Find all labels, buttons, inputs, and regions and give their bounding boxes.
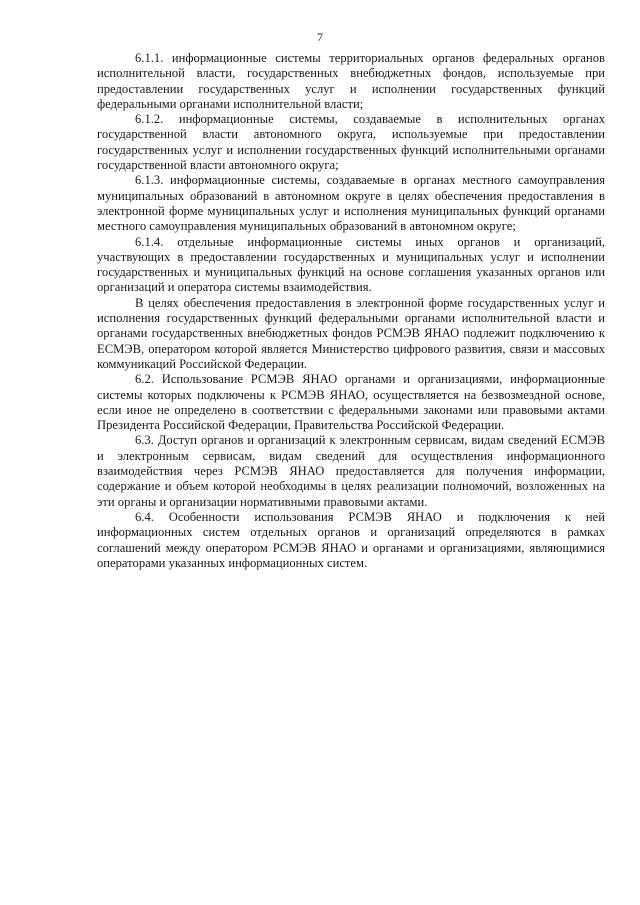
paragraph-6-3: 6.3. Доступ органов и организаций к электронным сервисам, видам сведений ЕСМЭВ и электронным сервисам, видам сведений для осуществления информационного взаимодействия через РСМЭВ ЯНАО предоставляется для получения информации, содержание и объем которой необходимы в целях реализации полномочий, возложенных на эти органы и организации нормативными правовыми актами.	[97, 433, 605, 509]
document-body	[97, 51, 605, 571]
paragraph-esmev-connection: В целях обеспечения предоставления в электронной форме государственных услуг и исполнения государственных функций федеральными органами исполнительной власти и органами государственных внебюджетных фондов РСМЭВ ЯНАО подлежит подключению к ЕСМЭВ, оператором которой является Министерство цифрового развития, связи и массовых коммуникаций Российской Федерации.	[97, 295, 605, 371]
paragraph-6-1-2: 6.1.2. информационные системы, создаваемые в исполнительных органах государственной власти автономного округа, используемые при предоставлении государственных услуг и исполнении государственных функций исполнительными органами государственной власти автономного округа;	[97, 112, 605, 173]
paragraph-6-4: 6.4. Особенности использования РСМЭВ ЯНАО и подключения к ней информационных систем отдельных органов и организаций определяются в рамках соглашений между оператором РСМЭВ ЯНАО и органами и организациями, являющимися операторами указанных информационных систем.	[97, 509, 605, 570]
paragraph-6-1-1: 6.1.1. информационные системы территориальных органов федеральных органов исполнительной власти, государственных внебюджетных фондов, используемые при предоставлении государственных услуг и исполнении государственных функций федеральными органами исполнительной власти;	[97, 51, 605, 111]
paragraph-6-1-4: 6.1.4. отдельные информационные системы иных органов и организаций, участвующих в предоставлении государственных и муниципальных услуг и исполнении государственных и муниципальных функций на основе соглашения указанных органов или организаций и оператора системы взаимодействия.	[97, 234, 605, 295]
paragraph-6-2: 6.2. Использование РСМЭВ ЯНАО органами и организациями, информационные системы которых подключены к РСМЭВ ЯНАО, осуществляется на безвозмездной основе, если иное не определено в соответствии с федеральными законами или правовыми актами Президента Российской Федерации, Правительства Российской Федерации.	[97, 372, 605, 433]
paragraph-6-1-3: 6.1.3. информационные системы, создаваемые в органах местного самоуправления муниципальных образований в автономном округе в целях обеспечения предоставления в электронной форме муниципальных услуг и исполнения муниципальных функций органами местного самоуправления муниципальных образований в автономном округе;	[97, 173, 605, 234]
page-number: 7	[317, 30, 323, 44]
